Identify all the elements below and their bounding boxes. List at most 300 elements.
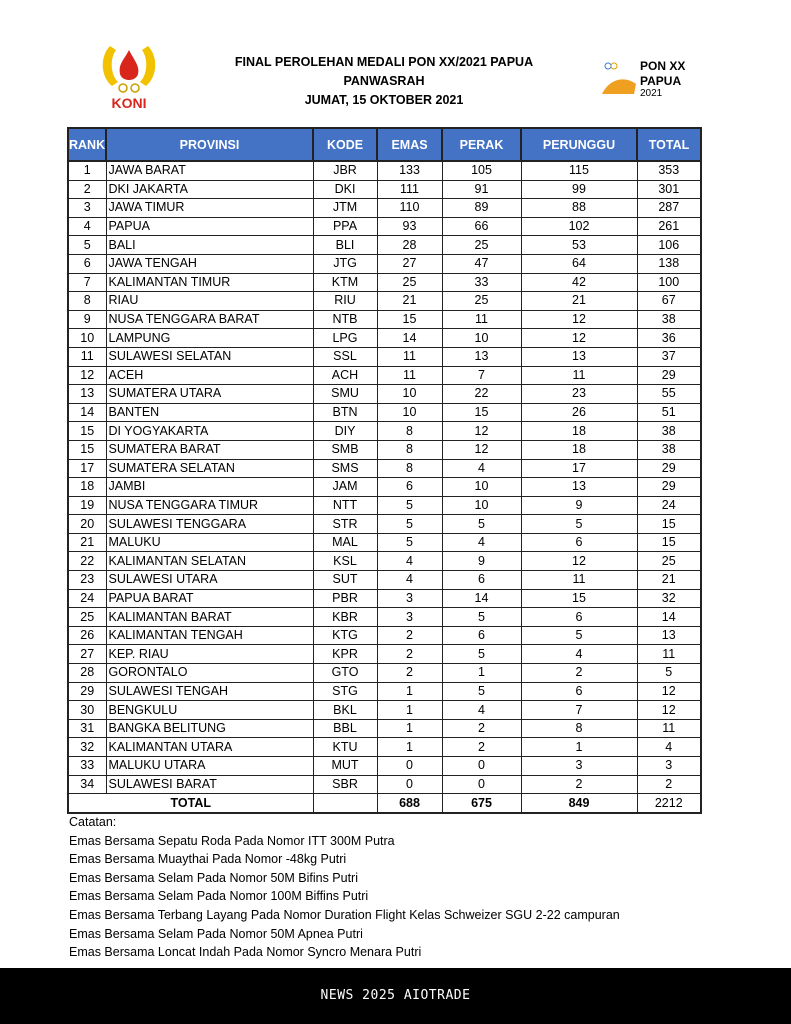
note-item: Emas Bersama Muaythai Pada Nomor -48kg Putri [69, 852, 347, 867]
cell-perunggu: 12 [521, 310, 637, 329]
cell-emas: 4 [377, 552, 442, 571]
cell-provinsi: MALUKU [106, 533, 313, 552]
cell-emas: 25 [377, 273, 442, 292]
cell-perunggu: 18 [521, 440, 637, 459]
total-row [68, 794, 701, 814]
cell-total: 36 [637, 329, 701, 348]
table-row [68, 292, 701, 311]
cell-perunggu: 26 [521, 403, 637, 422]
cell-perak: 15 [442, 403, 521, 422]
cell-kode: DKI [313, 180, 377, 199]
cell-provinsi: GORONTALO [106, 664, 313, 683]
table-row [68, 366, 701, 385]
cell-rank: 29 [68, 682, 106, 701]
cell-total: 11 [637, 719, 701, 738]
cell-perunggu: 9 [521, 496, 637, 515]
table-row [68, 552, 701, 571]
cell-emas: 14 [377, 329, 442, 348]
cell-provinsi: JAWA TIMUR [106, 199, 313, 218]
cell-provinsi: BALI [106, 236, 313, 255]
notes-heading: Catatan: [69, 815, 117, 829]
cell-kode: SUT [313, 571, 377, 590]
cell-perak: 12 [442, 422, 521, 441]
cell-perunggu: 15 [521, 589, 637, 608]
cell-total: 14 [637, 608, 701, 627]
cell-kode: JTG [313, 254, 377, 273]
cell-perunggu: 42 [521, 273, 637, 292]
cell-total: 21 [637, 571, 701, 590]
cell-kode: SMU [313, 385, 377, 404]
cell-rank: 10 [68, 329, 106, 348]
cell-total: 32 [637, 589, 701, 608]
cell-kode: BKL [313, 701, 377, 720]
cell-provinsi: KALIMANTAN BARAT [106, 608, 313, 627]
cell-total: 12 [637, 701, 701, 720]
cell-rank: 15 [68, 440, 106, 459]
cell-total: 24 [637, 496, 701, 515]
cell-perak: 2 [442, 719, 521, 738]
cell-provinsi: RIAU [106, 292, 313, 311]
cell-total: 106 [637, 236, 701, 255]
table-row [68, 329, 701, 348]
koni-logo [98, 42, 160, 110]
cell-perunggu: 2 [521, 664, 637, 683]
cell-total: 15 [637, 533, 701, 552]
cell-provinsi: BANGKA BELITUNG [106, 719, 313, 738]
cell-perak: 5 [442, 608, 521, 627]
cell-rank: 17 [68, 459, 106, 478]
cell-emas: 4 [377, 571, 442, 590]
cell-total: 12 [637, 682, 701, 701]
cell-rank: 8 [68, 292, 106, 311]
table-row [68, 310, 701, 329]
pon-xx-logo [600, 58, 695, 98]
cell-kode: BLI [313, 236, 377, 255]
cell-perunggu: 8 [521, 719, 637, 738]
cell-perak: 1 [442, 664, 521, 683]
svg-text:2021: 2021 [640, 88, 663, 98]
cell-provinsi: KALIMANTAN UTARA [106, 738, 313, 757]
cell-perunggu: 102 [521, 217, 637, 236]
cell-emas: 2 [377, 664, 442, 683]
cell-perunggu: 23 [521, 385, 637, 404]
cell-rank: 12 [68, 366, 106, 385]
cell-perak: 33 [442, 273, 521, 292]
cell-rank: 26 [68, 626, 106, 645]
cell-perunggu: 18 [521, 422, 637, 441]
cell-emas: 15 [377, 310, 442, 329]
cell-total: 38 [637, 440, 701, 459]
cell-rank: 23 [68, 571, 106, 590]
cell-kode: SMS [313, 459, 377, 478]
cell-rank: 9 [68, 310, 106, 329]
cell-kode: MAL [313, 533, 377, 552]
note-item: Emas Bersama Selam Pada Nomor 50M Bifins Putri [69, 870, 358, 885]
cell-kode: KSL [313, 552, 377, 571]
cell-provinsi: KALIMANTAN SELATAN [106, 552, 313, 571]
cell-perunggu: 11 [521, 366, 637, 385]
table-row [68, 589, 701, 608]
cell-perunggu: 17 [521, 459, 637, 478]
cell-rank: 32 [68, 738, 106, 757]
cell-provinsi: DKI JAKARTA [106, 180, 313, 199]
cell-provinsi: SULAWESI TENGGARA [106, 515, 313, 534]
cell-emas: 111 [377, 180, 442, 199]
cell-emas: 1 [377, 682, 442, 701]
cell-kode: BTN [313, 403, 377, 422]
table-row [68, 180, 701, 199]
cell-rank: 14 [68, 403, 106, 422]
cell-emas: 5 [377, 515, 442, 534]
svg-text:KONI: KONI [111, 95, 147, 110]
cell-perak: 47 [442, 254, 521, 273]
table-row [68, 757, 701, 776]
cell-emas: 3 [377, 608, 442, 627]
cell-emas: 11 [377, 366, 442, 385]
table-row [68, 515, 701, 534]
cell-perak: 0 [442, 775, 521, 794]
cell-kode: NTT [313, 496, 377, 515]
cell-perak: 91 [442, 180, 521, 199]
cell-perunggu: 6 [521, 533, 637, 552]
cell-total: 38 [637, 422, 701, 441]
cell-total: 287 [637, 199, 701, 218]
cell-provinsi: JAWA BARAT [106, 161, 313, 180]
table-row [68, 664, 701, 683]
cell-kode: LPG [313, 329, 377, 348]
cell-provinsi: ACEH [106, 366, 313, 385]
cell-perak: 6 [442, 626, 521, 645]
cell-emas: 110 [377, 199, 442, 218]
cell-total: 37 [637, 347, 701, 366]
cell-kode: MUT [313, 757, 377, 776]
table-row [68, 422, 701, 441]
cell-kode: JBR [313, 161, 377, 180]
cell-total: 353 [637, 161, 701, 180]
cell-rank: 28 [68, 664, 106, 683]
cell-total: 3 [637, 757, 701, 776]
cell-emas: 3 [377, 589, 442, 608]
cell-total: 5 [637, 664, 701, 683]
cell-provinsi: BENGKULU [106, 701, 313, 720]
cell-emas: 1 [377, 738, 442, 757]
cell-rank: 15 [68, 422, 106, 441]
cell-rank: 21 [68, 533, 106, 552]
column-header-rank: RANK [68, 128, 106, 161]
cell-rank: 6 [68, 254, 106, 273]
cell-kode: NTB [313, 310, 377, 329]
cell-rank: 1 [68, 161, 106, 180]
cell-kode: JTM [313, 199, 377, 218]
cell-perunggu: 64 [521, 254, 637, 273]
cell-total: 261 [637, 217, 701, 236]
cell-rank: 24 [68, 589, 106, 608]
cell-rank: 34 [68, 775, 106, 794]
cell-emas: 11 [377, 347, 442, 366]
cell-perak: 4 [442, 459, 521, 478]
table-row [68, 236, 701, 255]
table-row [68, 385, 701, 404]
cell-kode: DIY [313, 422, 377, 441]
cell-total: 11 [637, 645, 701, 664]
cell-perunggu: 12 [521, 552, 637, 571]
cell-perak: 12 [442, 440, 521, 459]
table-row [68, 478, 701, 497]
cell-total: 2 [637, 775, 701, 794]
table-row [68, 533, 701, 552]
cell-perak: 105 [442, 161, 521, 180]
cell-provinsi: PAPUA BARAT [106, 589, 313, 608]
cell-provinsi: SULAWESI TENGAH [106, 682, 313, 701]
cell-provinsi: KALIMANTAN TENGAH [106, 626, 313, 645]
cell-perunggu: 5 [521, 515, 637, 534]
column-header-provinsi: PROVINSI [106, 128, 313, 161]
total-perunggu: 849 [521, 794, 637, 814]
cell-provinsi: SULAWESI BARAT [106, 775, 313, 794]
cell-emas: 5 [377, 496, 442, 515]
cell-kode: KTM [313, 273, 377, 292]
cell-perak: 0 [442, 757, 521, 776]
cell-rank: 33 [68, 757, 106, 776]
document-subtitle: PANWASRAH [343, 74, 425, 88]
cell-rank: 4 [68, 217, 106, 236]
cell-kode: KBR [313, 608, 377, 627]
cell-emas: 8 [377, 422, 442, 441]
document-date: JUMAT, 15 OKTOBER 2021 [304, 93, 464, 107]
notes-section [69, 813, 620, 962]
table-row [68, 682, 701, 701]
cell-total: 100 [637, 273, 701, 292]
column-header-emas: EMAS [377, 128, 442, 161]
cell-kode: RIU [313, 292, 377, 311]
cell-kode: STR [313, 515, 377, 534]
cell-perunggu: 53 [521, 236, 637, 255]
cell-emas: 5 [377, 533, 442, 552]
cell-perunggu: 6 [521, 682, 637, 701]
cell-kode: SMB [313, 440, 377, 459]
cell-perunggu: 21 [521, 292, 637, 311]
table-row [68, 738, 701, 757]
cell-emas: 10 [377, 403, 442, 422]
table-row [68, 701, 701, 720]
column-header-total: TOTAL [637, 128, 701, 161]
svg-text:PAPUA: PAPUA [640, 74, 682, 88]
cell-kode: PPA [313, 217, 377, 236]
cell-provinsi: JAWA TENGAH [106, 254, 313, 273]
cell-total: 29 [637, 366, 701, 385]
cell-emas: 21 [377, 292, 442, 311]
cell-rank: 11 [68, 347, 106, 366]
cell-emas: 1 [377, 719, 442, 738]
cell-kode: JAM [313, 478, 377, 497]
table-row [68, 199, 701, 218]
cell-total: 55 [637, 385, 701, 404]
cell-perak: 10 [442, 478, 521, 497]
table-row [68, 440, 701, 459]
cell-total: 67 [637, 292, 701, 311]
cell-perunggu: 13 [521, 478, 637, 497]
cell-provinsi: SULAWESI SELATAN [106, 347, 313, 366]
cell-perunggu: 88 [521, 199, 637, 218]
table-row [68, 626, 701, 645]
cell-perunggu: 2 [521, 775, 637, 794]
table-row [68, 719, 701, 738]
cell-total: 13 [637, 626, 701, 645]
cell-rank: 18 [68, 478, 106, 497]
table-row [68, 608, 701, 627]
cell-rank: 30 [68, 701, 106, 720]
table-row [68, 217, 701, 236]
cell-perunggu: 13 [521, 347, 637, 366]
cell-rank: 7 [68, 273, 106, 292]
note-item: Emas Bersama Selam Pada Nomor 50M Apnea Putri [69, 926, 363, 941]
table-row [68, 161, 701, 180]
cell-rank: 2 [68, 180, 106, 199]
note-item: Emas Bersama Terbang Layang Pada Nomor Duration Flight Kelas Schweizer SGU 2-22 campuran [69, 907, 620, 922]
cell-rank: 27 [68, 645, 106, 664]
cell-emas: 93 [377, 217, 442, 236]
column-header-kode: KODE [313, 128, 377, 161]
cell-provinsi: SUMATERA SELATAN [106, 459, 313, 478]
cell-emas: 1 [377, 701, 442, 720]
total-label: TOTAL [68, 794, 313, 814]
column-header-perunggu: PERUNGGU [521, 128, 637, 161]
table-row [68, 645, 701, 664]
cell-perunggu: 12 [521, 329, 637, 348]
cell-emas: 0 [377, 775, 442, 794]
cell-emas: 6 [377, 478, 442, 497]
cell-total: 4 [637, 738, 701, 757]
footer-banner: NEWS 2025 AIOTRADE [0, 968, 791, 1024]
total-total: 2212 [637, 794, 701, 814]
cell-emas: 8 [377, 440, 442, 459]
cell-kode: KTG [313, 626, 377, 645]
table-row [68, 403, 701, 422]
cell-kode: PBR [313, 589, 377, 608]
cell-perak: 22 [442, 385, 521, 404]
table-row [68, 273, 701, 292]
cell-perak: 4 [442, 701, 521, 720]
cell-provinsi: BANTEN [106, 403, 313, 422]
cell-perak: 4 [442, 533, 521, 552]
table-row [68, 775, 701, 794]
cell-provinsi: SULAWESI UTARA [106, 571, 313, 590]
cell-perak: 14 [442, 589, 521, 608]
table-row [68, 347, 701, 366]
total-perak: 675 [442, 794, 521, 814]
total-emas: 688 [377, 794, 442, 814]
cell-kode: KPR [313, 645, 377, 664]
cell-total: 15 [637, 515, 701, 534]
cell-provinsi: NUSA TENGGARA BARAT [106, 310, 313, 329]
cell-kode: ACH [313, 366, 377, 385]
cell-kode: BBL [313, 719, 377, 738]
cell-total: 29 [637, 478, 701, 497]
note-item: Emas Bersama Loncat Indah Pada Nomor Syncro Menara Putri [69, 945, 422, 960]
cell-provinsi: KALIMANTAN TIMUR [106, 273, 313, 292]
cell-provinsi: MALUKU UTARA [106, 757, 313, 776]
cell-perak: 11 [442, 310, 521, 329]
cell-perak: 25 [442, 236, 521, 255]
cell-perunggu: 1 [521, 738, 637, 757]
cell-provinsi: NUSA TENGGARA TIMUR [106, 496, 313, 515]
cell-emas: 10 [377, 385, 442, 404]
cell-rank: 13 [68, 385, 106, 404]
cell-emas: 2 [377, 645, 442, 664]
cell-perak: 9 [442, 552, 521, 571]
cell-perak: 2 [442, 738, 521, 757]
cell-emas: 27 [377, 254, 442, 273]
cell-emas: 8 [377, 459, 442, 478]
cell-kode: SSL [313, 347, 377, 366]
total-kode-empty [313, 794, 377, 814]
cell-total: 29 [637, 459, 701, 478]
cell-emas: 28 [377, 236, 442, 255]
cell-provinsi: JAMBI [106, 478, 313, 497]
note-item: Emas Bersama Selam Pada Nomor 100M Biffins Putri [69, 889, 369, 904]
cell-rank: 31 [68, 719, 106, 738]
medal-table [67, 127, 702, 814]
cell-perunggu: 5 [521, 626, 637, 645]
cell-emas: 133 [377, 161, 442, 180]
cell-provinsi: LAMPUNG [106, 329, 313, 348]
cell-perunggu: 3 [521, 757, 637, 776]
cell-provinsi: SUMATERA UTARA [106, 385, 313, 404]
cell-rank: 22 [68, 552, 106, 571]
cell-emas: 0 [377, 757, 442, 776]
cell-total: 25 [637, 552, 701, 571]
document-header [200, 53, 568, 110]
cell-total: 38 [637, 310, 701, 329]
cell-kode: KTU [313, 738, 377, 757]
cell-emas: 2 [377, 626, 442, 645]
cell-perak: 5 [442, 645, 521, 664]
cell-perak: 13 [442, 347, 521, 366]
document-title: FINAL PEROLEHAN MEDALI PON XX/2021 PAPUA [234, 55, 534, 69]
cell-rank: 20 [68, 515, 106, 534]
cell-kode: GTO [313, 664, 377, 683]
cell-total: 301 [637, 180, 701, 199]
cell-rank: 5 [68, 236, 106, 255]
cell-provinsi: KEP. RIAU [106, 645, 313, 664]
table-row [68, 571, 701, 590]
cell-perak: 7 [442, 366, 521, 385]
cell-perak: 10 [442, 329, 521, 348]
cell-perunggu: 115 [521, 161, 637, 180]
cell-total: 138 [637, 254, 701, 273]
note-item: Emas Bersama Sepatu Roda Pada Nomor ITT 300M Putra [69, 833, 395, 848]
cell-perunggu: 11 [521, 571, 637, 590]
svg-text:PON XX: PON XX [640, 59, 686, 73]
cell-provinsi: SUMATERA BARAT [106, 440, 313, 459]
cell-provinsi: PAPUA [106, 217, 313, 236]
cell-kode: SBR [313, 775, 377, 794]
cell-rank: 3 [68, 199, 106, 218]
cell-kode: STG [313, 682, 377, 701]
cell-perak: 25 [442, 292, 521, 311]
cell-perak: 5 [442, 515, 521, 534]
cell-perunggu: 99 [521, 180, 637, 199]
cell-rank: 25 [68, 608, 106, 627]
cell-rank: 19 [68, 496, 106, 515]
table-row [68, 459, 701, 478]
cell-perak: 5 [442, 682, 521, 701]
column-header-perak: PERAK [442, 128, 521, 161]
cell-perunggu: 6 [521, 608, 637, 627]
table-row [68, 254, 701, 273]
cell-perunggu: 7 [521, 701, 637, 720]
cell-perak: 66 [442, 217, 521, 236]
